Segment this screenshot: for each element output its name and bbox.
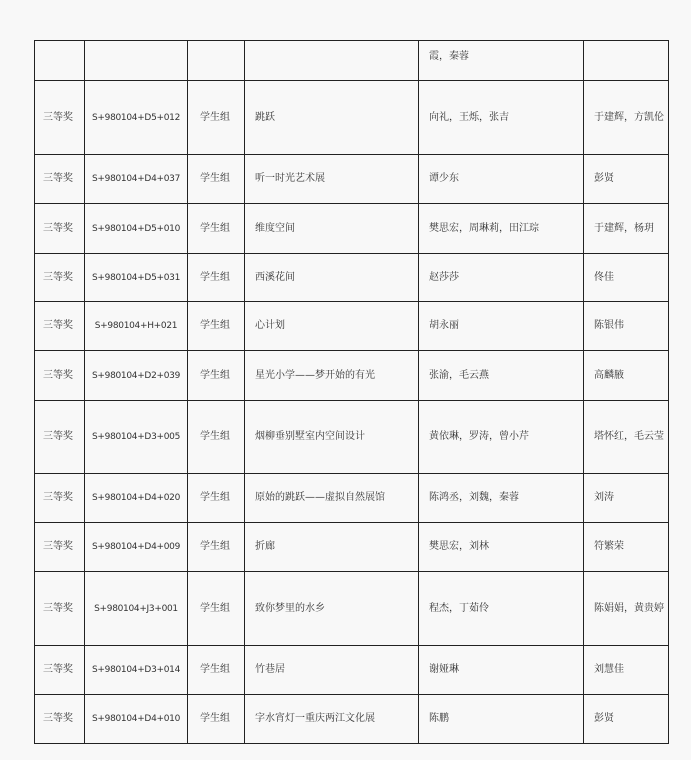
authors-cell: 樊思宏，周琳莉，田江琮: [419, 204, 584, 254]
award-level-cell: 三等奖: [35, 81, 85, 155]
table-row: [35, 523, 669, 572]
entry-id-cell: [85, 41, 188, 81]
authors-cell: 谢娅琳: [419, 646, 584, 695]
work-title-cell: 致你梦里的水乡: [245, 572, 419, 646]
advisors-cell: 刘慧佳: [584, 646, 669, 695]
group-cell: 学生组: [188, 401, 245, 474]
group-cell: 学生组: [188, 572, 245, 646]
entry-id-cell: S+980104+J3+001: [85, 572, 188, 646]
advisors-cell: 刘涛: [584, 474, 669, 523]
authors-cell: 赵莎莎: [419, 254, 584, 302]
award-level-cell: 三等奖: [35, 646, 85, 695]
award-level-cell: 三等奖: [35, 401, 85, 474]
awards-table: [34, 40, 669, 744]
entry-id-cell: S+980104+H+021: [85, 302, 188, 351]
entry-id-cell: S+980104+D4+020: [85, 474, 188, 523]
advisors-cell: 陈银伟: [584, 302, 669, 351]
work-title-cell: 听一时光艺术展: [245, 155, 419, 204]
award-level-cell: [35, 41, 85, 81]
entry-id-cell: S+980104+D4+037: [85, 155, 188, 204]
table-row: [35, 204, 669, 254]
group-cell: 学生组: [188, 523, 245, 572]
table-row: [35, 646, 669, 695]
group-cell: 学生组: [188, 204, 245, 254]
entry-id-cell: S+980104+D4+010: [85, 695, 188, 744]
award-level-cell: 三等奖: [35, 695, 85, 744]
advisors-cell: 符繁荣: [584, 523, 669, 572]
group-cell: 学生组: [188, 81, 245, 155]
award-level-cell: 三等奖: [35, 302, 85, 351]
entry-id-cell: S+980104+D3+005: [85, 401, 188, 474]
table-row: [35, 695, 669, 744]
work-title-cell: 西溪花间: [245, 254, 419, 302]
advisors-cell: 佟佳: [584, 254, 669, 302]
entry-id-cell: S+980104+D5+010: [85, 204, 188, 254]
table-row: [35, 572, 669, 646]
advisors-cell: 彭贤: [584, 155, 669, 204]
work-title-cell: 字水宵灯一重庆两江文化展: [245, 695, 419, 744]
work-title-cell: 竹巷居: [245, 646, 419, 695]
advisors-cell: [584, 41, 669, 81]
group-cell: 学生组: [188, 695, 245, 744]
entry-id-cell: S+980104+D3+014: [85, 646, 188, 695]
group-cell: 学生组: [188, 254, 245, 302]
work-title-cell: 星光小学——梦开始的有光: [245, 351, 419, 401]
award-level-cell: 三等奖: [35, 254, 85, 302]
table-row: [35, 351, 669, 401]
work-title-cell: [245, 41, 419, 81]
table-row: [35, 474, 669, 523]
group-cell: 学生组: [188, 351, 245, 401]
authors-cell: 陈鹏: [419, 695, 584, 744]
advisors-cell: 塔怀红，毛云莹: [584, 401, 669, 474]
authors-cell: 向礼，王烁，张吉: [419, 81, 584, 155]
work-title-cell: 原始的跳跃——虚拟自然展馆: [245, 474, 419, 523]
award-level-cell: 三等奖: [35, 523, 85, 572]
advisors-cell: 高麟腋: [584, 351, 669, 401]
advisors-cell: 于建辉，方凯伦: [584, 81, 669, 155]
authors-cell: 樊思宏，刘林: [419, 523, 584, 572]
table-row: [35, 155, 669, 204]
table-row: [35, 81, 669, 155]
group-cell: 学生组: [188, 474, 245, 523]
work-title-cell: 维度空间: [245, 204, 419, 254]
table-row: [35, 41, 669, 81]
work-title-cell: 烟柳垂别墅室内空间设计: [245, 401, 419, 474]
entry-id-cell: S+980104+D4+009: [85, 523, 188, 572]
award-level-cell: 三等奖: [35, 474, 85, 523]
group-cell: 学生组: [188, 646, 245, 695]
awards-table-body: [35, 41, 669, 744]
table-row: [35, 401, 669, 474]
authors-cell: 陈鸿丞，刘魏，秦蓉: [419, 474, 584, 523]
advisors-cell: 于建辉，杨玥: [584, 204, 669, 254]
work-title-cell: 心计划: [245, 302, 419, 351]
entry-id-cell: S+980104+D2+039: [85, 351, 188, 401]
award-level-cell: 三等奖: [35, 155, 85, 204]
work-title-cell: 跳跃: [245, 81, 419, 155]
advisors-cell: 陈娟娟，黄贵婷: [584, 572, 669, 646]
group-cell: [188, 41, 245, 81]
table-row: [35, 302, 669, 351]
authors-cell: 胡永丽: [419, 302, 584, 351]
authors-cell: 霞，秦蓉: [419, 41, 584, 81]
work-title-cell: 折廊: [245, 523, 419, 572]
award-level-cell: 三等奖: [35, 572, 85, 646]
authors-cell: 黄依琳，罗涛，曾小芹: [419, 401, 584, 474]
award-level-cell: 三等奖: [35, 204, 85, 254]
authors-cell: 程杰，丁茹伶: [419, 572, 584, 646]
group-cell: 学生组: [188, 155, 245, 204]
group-cell: 学生组: [188, 302, 245, 351]
authors-cell: 张渝，毛云燕: [419, 351, 584, 401]
entry-id-cell: S+980104+D5+031: [85, 254, 188, 302]
entry-id-cell: S+980104+D5+012: [85, 81, 188, 155]
advisors-cell: 彭贤: [584, 695, 669, 744]
award-level-cell: 三等奖: [35, 351, 85, 401]
authors-cell: 谭少东: [419, 155, 584, 204]
table-row: [35, 254, 669, 302]
